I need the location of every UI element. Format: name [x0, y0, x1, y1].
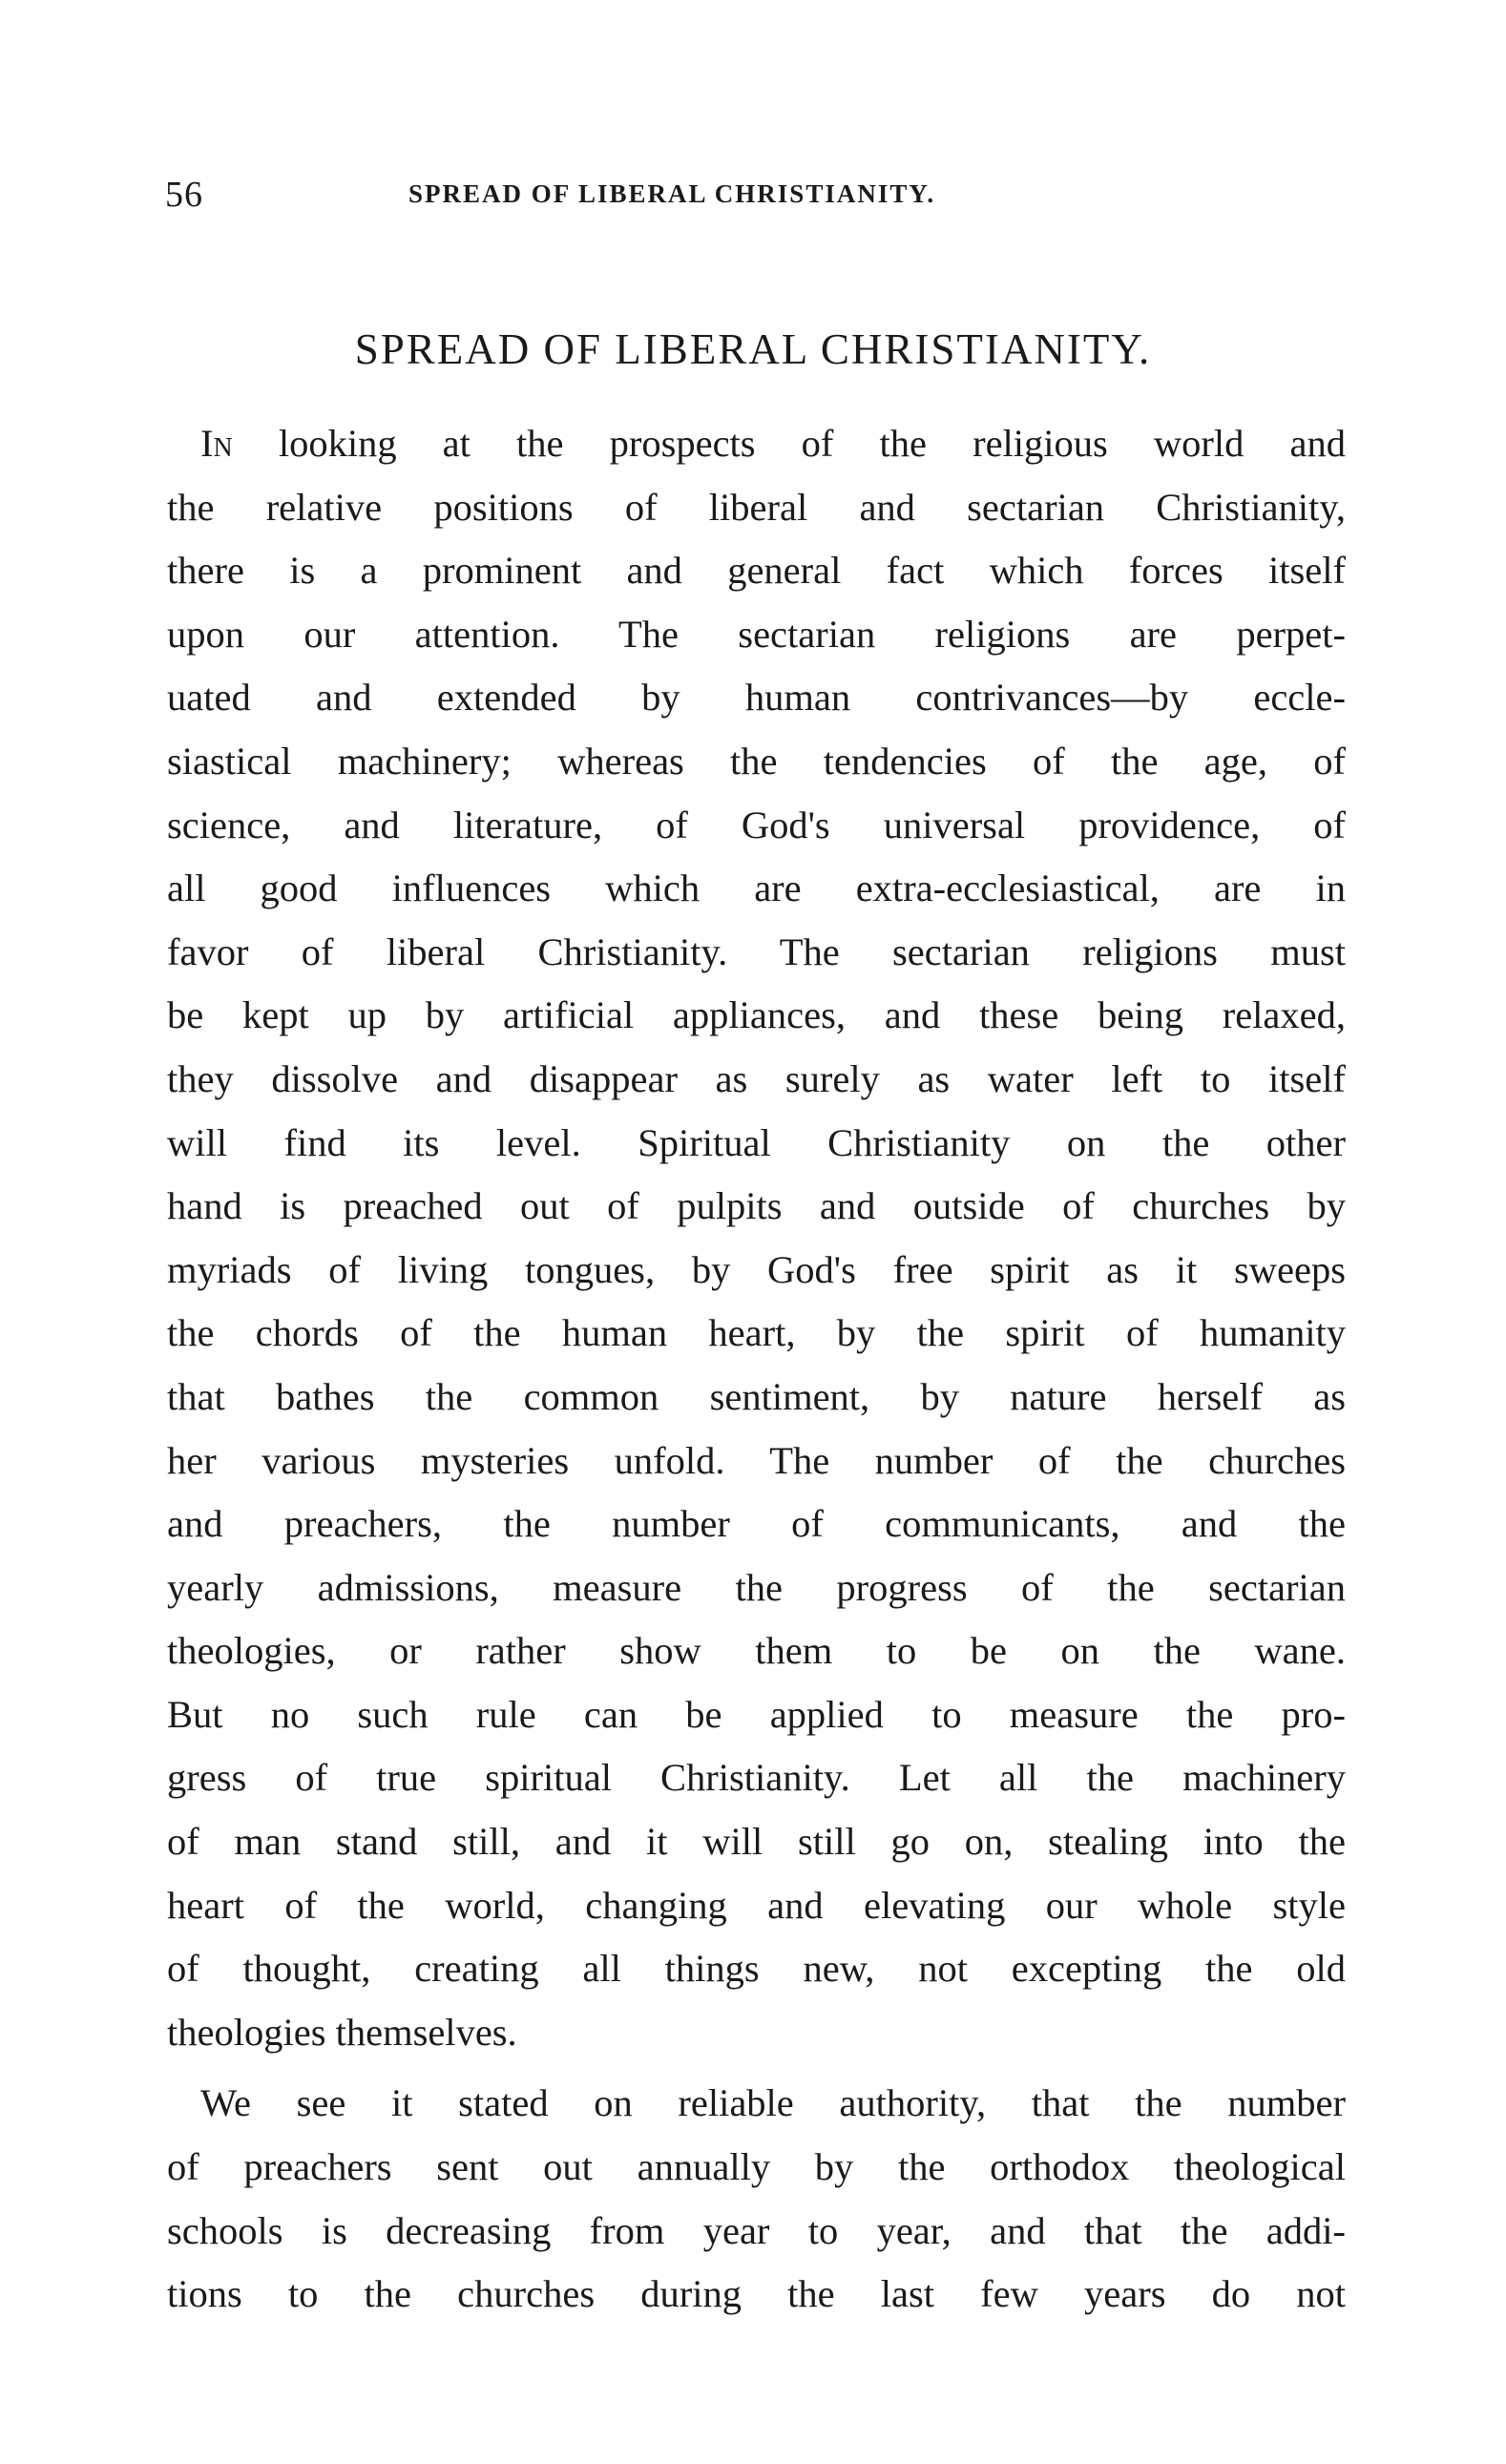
paragraph-line: heart of the world, changing and elevating our whole style: [167, 1883, 1346, 1927]
paragraph-line: science, and literature, of God's universal providence, of: [167, 803, 1346, 846]
paragraph-line: will find its level. Spiritual Christianity on the other: [167, 1120, 1346, 1164]
paragraph-line: schools is decreasing from year to year, and that the addi-: [167, 2208, 1346, 2252]
page-number: 56: [165, 175, 203, 215]
paragraph-line: the chords of the human heart, by the spirit of humanity: [167, 1311, 1346, 1355]
paragraph-line: of preachers sent out annually by the orthodox theological: [167, 2145, 1346, 2189]
paragraph-line: of man stand still, and it will still go on, stealing into the: [167, 1820, 1346, 1864]
running-head: [165, 174, 1349, 231]
paragraph-line: [167, 412, 1346, 476]
paragraph-line: that bathes the common sentiment, by nature herself as: [167, 1374, 1346, 1418]
paragraph-line: gress of true spiritual Christianity. Let all the machinery: [167, 1756, 1346, 1800]
paragraph-line: theologies themselves.: [167, 2010, 517, 2054]
paragraph-2: [167, 2072, 1346, 2326]
article-title: SPREAD OF LIBERAL CHRISTIANITY.: [354, 325, 1152, 373]
running-title: SPREAD OF LIBERAL CHRISTIANITY.: [408, 179, 936, 208]
paragraph-line: But no such rule can be applied to measure the pro-: [167, 1692, 1346, 1736]
paragraph-line: of thought, creating all things new, not excepting the old: [167, 1947, 1346, 1991]
paragraph-line: they dissolve and disappear as surely as water left to itself: [167, 1056, 1346, 1100]
paragraph-line: We see it stated on reliable authority, that the number: [200, 2081, 1346, 2125]
paragraph-line: and preachers, the number of communicants, and the: [167, 1502, 1346, 1546]
paragraph-line: favor of liberal Christianity. The sectarian religions must: [167, 929, 1346, 973]
paragraph-line: theologies, or rather show them to be on the wane.: [167, 1629, 1346, 1673]
paragraph-line: her various mysteries unfold. The number of the churches: [167, 1438, 1346, 1482]
paragraph-line: there is a prominent and general fact which forces itself: [167, 549, 1346, 593]
paragraph-1: [167, 412, 1346, 2064]
paragraph-line: all good influences which are extra-ecclesiastical, are in: [167, 867, 1346, 910]
line-text: looking at the prospects of the religious world and: [232, 422, 1346, 465]
paragraph-line: the relative positions of liberal and sectarian Christianity,: [167, 485, 1346, 529]
paragraph-line: tions to the churches during the last few years do not: [167, 2272, 1346, 2316]
paragraph-line: uated and extended by human contrivances—by eccle-: [167, 676, 1346, 720]
article-body: [167, 412, 1346, 2327]
lead-word: In: [200, 422, 233, 465]
paragraph-line: siastical machinery; whereas the tendencies of the age, of: [167, 739, 1346, 783]
paragraph-line: be kept up by artificial appliances, and these being relaxed,: [167, 993, 1346, 1037]
paragraph-line: myriads of living tongues, by God's free spirit as it sweeps: [167, 1247, 1346, 1291]
paragraph-line: hand is preached out of pulpits and outside of churches by: [167, 1184, 1346, 1228]
paragraph-line: upon our attention. The sectarian religions are perpet-: [167, 612, 1346, 656]
paragraph-line: yearly admissions, measure the progress of the sectarian: [167, 1565, 1346, 1609]
